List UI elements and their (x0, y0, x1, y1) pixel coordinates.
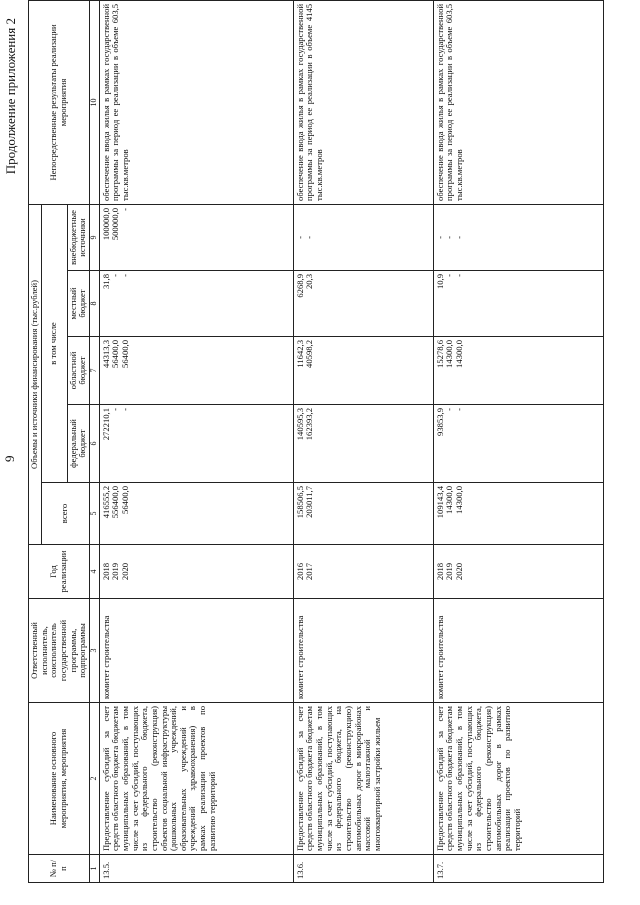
header-including: в том числе (41, 204, 67, 482)
local-cell (99, 271, 293, 337)
offbudget-cell (99, 204, 293, 270)
regional-value: 56400,0 (120, 340, 130, 368)
regional-value: 56400,0 (110, 340, 121, 368)
federal-value: - (110, 408, 121, 411)
years-cell (433, 545, 603, 599)
regional-value: 14300,0 (444, 340, 455, 368)
local-value: - (454, 274, 464, 277)
offbudget-value: - (434, 236, 445, 239)
regional-cell (99, 337, 293, 405)
federal-cell (293, 405, 433, 483)
table-row (293, 0, 433, 882)
local-cell (293, 271, 433, 337)
row-number: 13.5. (99, 855, 293, 883)
total-value: 158506,5 (294, 486, 305, 519)
header-local: местный бюджет (67, 271, 89, 337)
regional-value: 14300,0 (454, 340, 464, 368)
header-federal: федеральный бюджет (67, 405, 89, 483)
offbudget-value: - (454, 236, 464, 239)
header-total: всего (41, 483, 89, 545)
col-number: 5 (89, 483, 99, 545)
header-results: Непосредственные результаты реализации мероприятия (29, 0, 90, 204)
header-funding: Объемы и источники финансирования (тыс.рублей) (29, 204, 42, 544)
years-cell (293, 545, 433, 599)
total-value: 14300,0 (454, 486, 464, 514)
year-value: 2018 (434, 562, 445, 581)
local-value: - (110, 274, 121, 277)
local-value: 20,3 (304, 274, 315, 290)
offbudget-value: 500000,0 (110, 207, 121, 241)
year-value: 2016 (294, 562, 305, 581)
table-row (433, 0, 603, 882)
col-number: 9 (89, 204, 99, 270)
regional-value: 40598,2 (304, 340, 315, 368)
responsible-executor: комитет строительства (99, 599, 293, 703)
page-number: 9 (2, 455, 17, 462)
years-cell (99, 545, 293, 599)
total-cell (293, 483, 433, 545)
row-number: 13.7. (433, 855, 603, 883)
local-value: 6268,9 (294, 274, 305, 298)
col-number: 8 (89, 271, 99, 337)
header-num: № п/п (29, 855, 90, 883)
offbudget-value: 100000,0 (100, 207, 111, 241)
local-value: - (444, 274, 455, 277)
col-number: 4 (89, 545, 99, 599)
year-value: 2020 (454, 562, 464, 581)
col-number: 3 (89, 599, 99, 703)
federal-value: - (120, 408, 130, 411)
column-number-row (89, 0, 99, 882)
header-responsible: Ответственный исполнитель, соисполнитель государственной программы, подпрограммы (29, 599, 90, 703)
total-cell (433, 483, 603, 545)
year-value: 2019 (110, 562, 121, 581)
regional-value: 15278,6 (434, 340, 445, 368)
federal-cell (433, 405, 603, 483)
total-value: 14300,0 (444, 486, 455, 514)
funding-table (28, 0, 604, 883)
regional-value: 44313,3 (100, 340, 111, 368)
local-value: 10,9 (434, 274, 445, 290)
col-number: 1 (89, 855, 99, 883)
total-value: 109143,4 (434, 486, 445, 519)
federal-cell (99, 405, 293, 483)
local-cell (433, 271, 603, 337)
offbudget-cell (293, 204, 433, 270)
col-number: 6 (89, 405, 99, 483)
col-number: 10 (89, 0, 99, 204)
total-value: 203011,7 (304, 486, 315, 518)
header-offbudget: внебюджетные источники (67, 204, 89, 270)
offbudget-value: - (304, 236, 315, 239)
total-value: 56400,0 (120, 486, 130, 514)
federal-value: 93853,9 (434, 408, 445, 436)
regional-cell (293, 337, 433, 405)
measure-name: Предоставление субсидий за счет средств областного бюджета бюджетам муниципальных образований, в том числе за счет субсидий, поступающих из федерального бюджета, строительство (реконструкция) автомобильных дорог в рамках реализации проектов по развитию территорий (433, 703, 603, 855)
total-cell (99, 483, 293, 545)
federal-value: 140595,3 (294, 408, 305, 441)
regional-cell (433, 337, 603, 405)
table-row (99, 0, 293, 882)
continuation-caption: Продолжение приложения 2 (3, 18, 18, 175)
federal-value: - (454, 408, 464, 411)
regional-value: 11642,3 (294, 340, 305, 368)
total-value: 416555,2 (100, 486, 111, 519)
federal-value: - (444, 408, 455, 411)
year-value: 2020 (120, 562, 130, 581)
result-text: обеспечение ввода жилья в рамках государственной программы за период ее реализации в объеме 4145 тыс.кв.метров (293, 0, 433, 204)
year-value: 2019 (444, 562, 455, 581)
offbudget-value: - (294, 236, 305, 239)
col-number: 2 (89, 703, 99, 855)
responsible-executor: комитет строительства (293, 599, 433, 703)
federal-value: 272210,1 (100, 408, 111, 441)
header-name: Наименование основного мероприятия, мероприятия (29, 703, 90, 855)
federal-value: 162393,2 (304, 408, 315, 441)
responsible-executor: комитет строительства (433, 599, 603, 703)
local-value: - (120, 274, 130, 277)
offbudget-value: - (120, 207, 130, 211)
year-value: 2017 (304, 562, 315, 581)
result-text: обеспечение ввода жилья в рамках государственной программы за период ее реализации в объеме 603,5 тыс.кв.метров (99, 0, 293, 204)
result-text: обеспечение ввода жилья в рамках государственной программы за период ее реализации в объеме 603,5 тыс.кв.метров (433, 0, 603, 204)
col-number: 7 (89, 337, 99, 405)
offbudget-value: - (444, 236, 455, 239)
header-year: Год реализации (29, 545, 90, 599)
measure-name: Предоставление субсидий за счет средств областного бюджета бюджетам муниципальных образований, в том числе за счет субсидий, поступающих из федерального бюджета, строительство (реконструкция) объектов социальной инфраструктуры (дошкольных учреждений, образовательных учреждений и учреждений здравоохранения) в рамках реализации проектов по развитию территорий (99, 703, 293, 855)
local-value: 31,8 (100, 274, 111, 290)
header-regional: областной бюджет (67, 337, 89, 405)
year-value: 2018 (100, 562, 111, 581)
row-number: 13.6. (293, 855, 433, 883)
offbudget-cell (433, 204, 603, 270)
measure-name: Предоставление субсидий за счет средств областного бюджета бюджетам муниципальных образований, в том числе за счет субсидий, поступающих из федерального бюджета, на строительство (реконструкцию) автомобильных дорог в микрорайонах массовой малоэтажной и многоквартирной застройки жильем (293, 703, 433, 855)
total-value: 556400,0 (110, 486, 121, 519)
